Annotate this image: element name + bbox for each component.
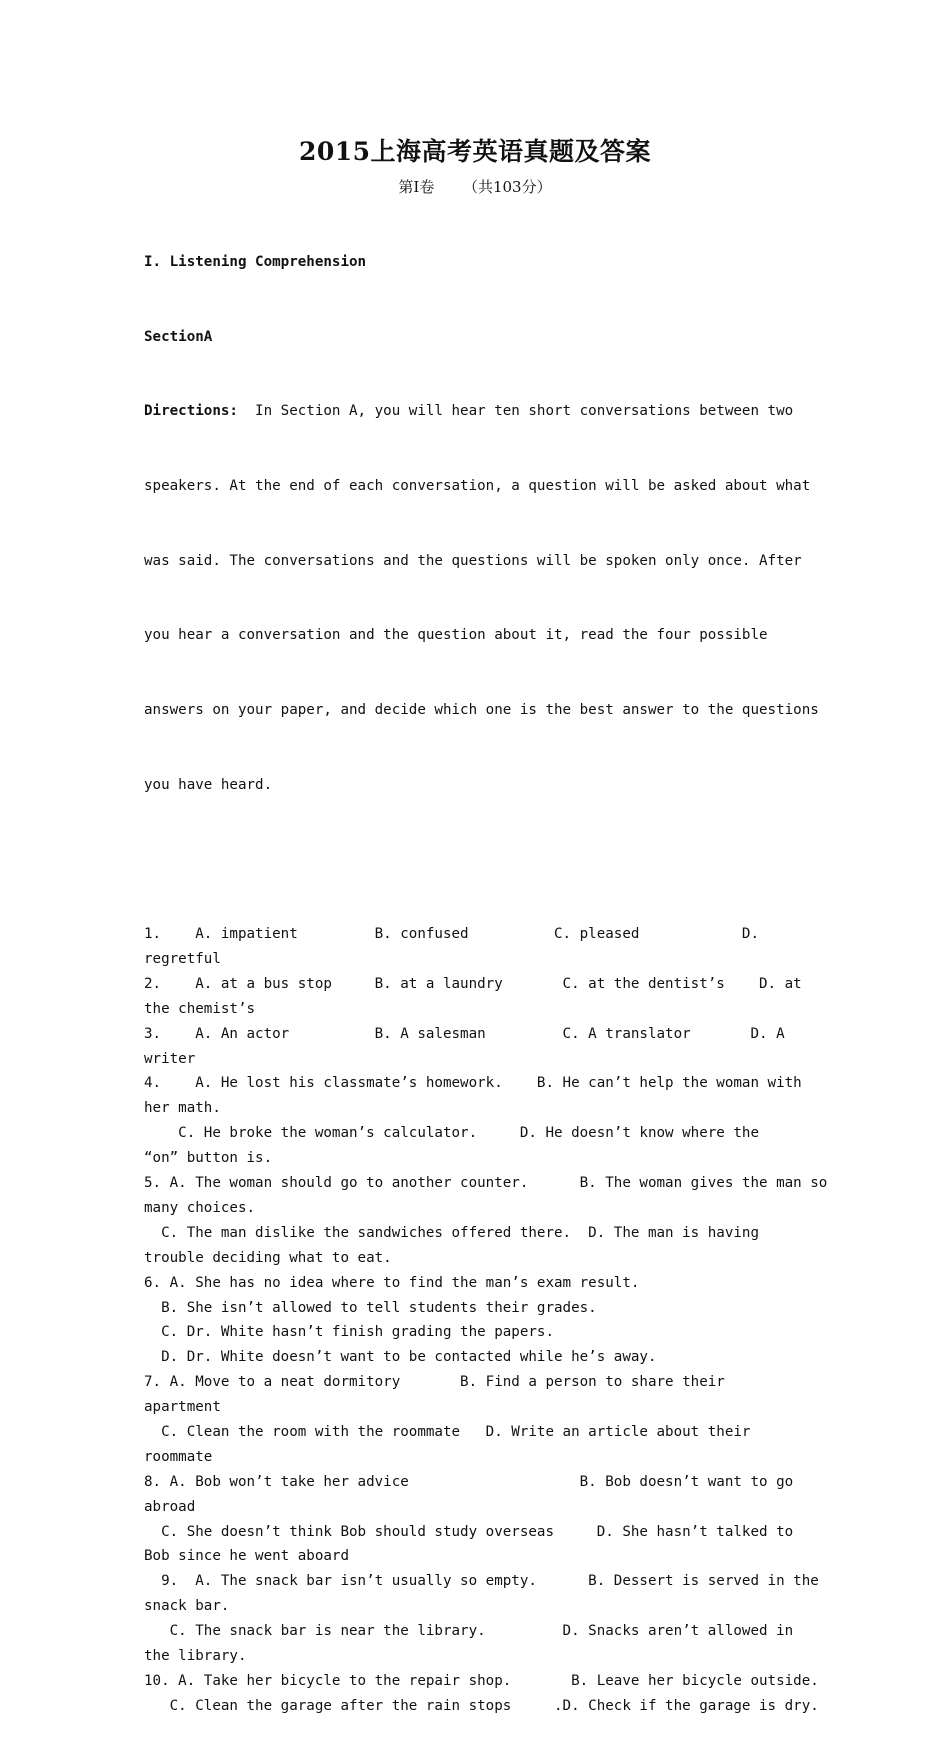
question-line: snack bar.: [144, 1598, 230, 1615]
question-line: C. She doesn’t think Bob should study overseas D. She hasn’t talked to: [144, 1523, 794, 1540]
directions-text: In Section A, you will hear ten short conversations between two: [237, 403, 794, 420]
document-body: [144, 200, 828, 1744]
question-line: 4. A. He lost his classmate’s homework. B. He can’t help the woman with: [144, 1075, 802, 1092]
question-line: C. Clean the room with the roommate D. Write an article about their: [144, 1423, 751, 1440]
question-line: 8. A. Bob won’t take her advice B. Bob doesn’t want to go: [144, 1473, 794, 1490]
blank-line: [144, 847, 814, 872]
question-line: C. Dr. White hasn’t finish grading the papers.: [144, 1324, 554, 1341]
question-line: trouble deciding what to eat.: [144, 1249, 392, 1266]
question-line: “on” button is.: [144, 1150, 273, 1167]
question-list: [144, 922, 828, 1719]
question-line: B. She isn’t allowed to tell students their grades.: [144, 1299, 597, 1316]
directions-line: was said. The conversations and the questions will be spoken only once. After: [144, 552, 802, 569]
directions-line: [144, 399, 814, 424]
question-line: C. The man dislike the sandwiches offered there. D. The man is having: [144, 1224, 759, 1241]
subsection-heading: SectionA: [144, 328, 213, 345]
question-line: 6. A. She has no idea where to find the man’s exam result.: [144, 1274, 640, 1291]
question-line: writer: [144, 1050, 196, 1067]
question-line: C. The snack bar is near the library. D. Snacks aren’t allowed in: [144, 1623, 794, 1640]
directions-line: you have heard.: [144, 776, 273, 793]
directions-label: Directions:: [144, 403, 238, 420]
page-subtitle: 第Ⅰ卷 （共103分）: [398, 178, 552, 196]
section-heading: I. Listening Comprehension: [144, 253, 367, 270]
question-line: 7. A. Move to a neat dormitory B. Find a person to share their: [144, 1374, 725, 1391]
question-line: Bob since he went aboard: [144, 1548, 349, 1565]
question-line: the chemist’s: [144, 1000, 256, 1017]
question-line: many choices.: [144, 1199, 256, 1216]
question-line: 10. A. Take her bicycle to the repair shop. B. Leave her bicycle outside.: [144, 1672, 819, 1689]
directions-line: you hear a conversation and the question about it, read the four possible: [144, 627, 768, 644]
question-line: C. Clean the garage after the rain stops .D. Check if the garage is dry.: [144, 1697, 819, 1714]
question-line: apartment: [144, 1399, 221, 1416]
question-line: 3. A. An actor B. A salesman C. A translator D. A: [144, 1025, 785, 1042]
directions-line: speakers. At the end of each conversation, a question will be asked about what: [144, 477, 811, 494]
question-line: her math.: [144, 1100, 221, 1117]
question-line: 1. A. impatient B. confused C. pleased D.: [144, 926, 759, 943]
question-line: C. He broke the woman’s calculator. D. He doesn’t know where the: [144, 1125, 759, 1142]
directions-line: answers on your paper, and decide which one is the best answer to the questions: [144, 702, 819, 719]
question-line: the library.: [144, 1647, 247, 1664]
page-title: 2015上海高考英语真题及答案: [298, 137, 652, 166]
question-line: regretful: [144, 951, 221, 968]
question-line: roommate: [144, 1448, 213, 1465]
question-line: abroad: [144, 1498, 196, 1515]
question-line: 2. A. at a bus stop B. at a laundry C. at the dentist’s D. at: [144, 975, 802, 992]
question-line: 9. A. The snack bar isn’t usually so empty. B. Dessert is served in the: [144, 1573, 819, 1590]
question-line: 5. A. The woman should go to another counter. B. The woman gives the man so: [144, 1175, 828, 1192]
question-line: D. Dr. White doesn’t want to be contacted while he’s away.: [144, 1349, 657, 1366]
